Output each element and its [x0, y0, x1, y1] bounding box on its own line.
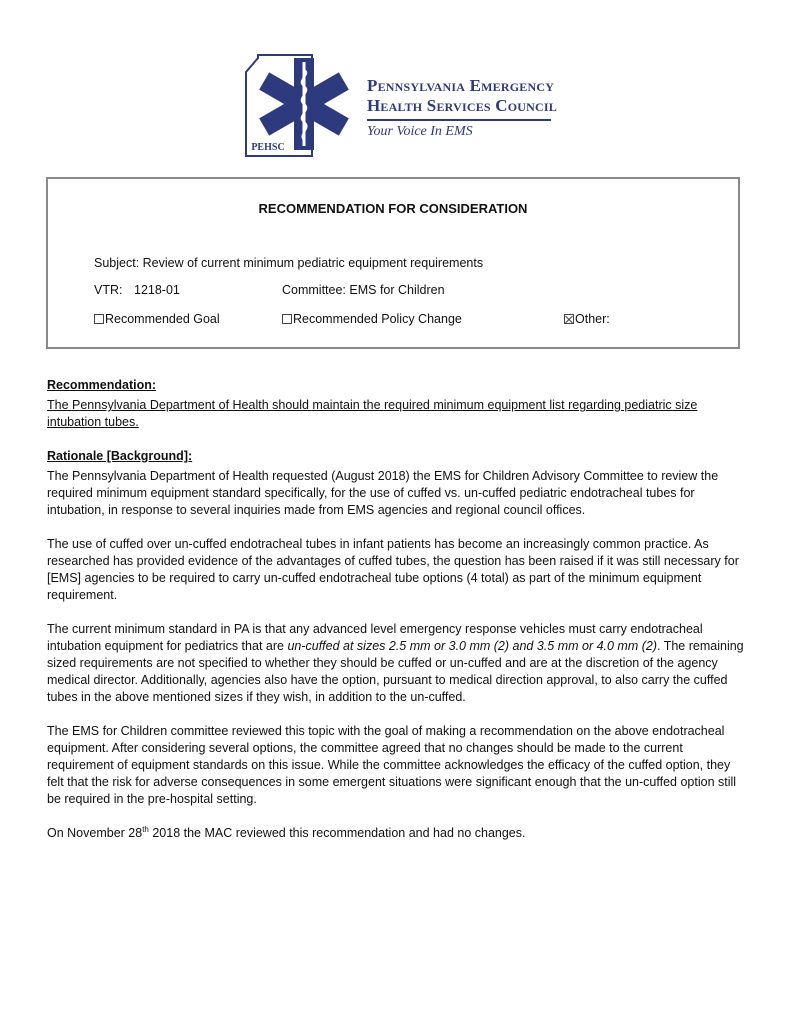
text-span: On November 28 — [47, 826, 143, 840]
logo-org-name-line1: Pennsylvania Emergency — [367, 76, 555, 95]
committee-label: Committee: — [282, 283, 346, 297]
vtr-label: VTR: — [94, 283, 123, 297]
logo-divider — [367, 119, 551, 121]
checkbox-recommended-goal[interactable] — [94, 312, 220, 326]
vtr-value: 1218-01 — [134, 283, 180, 297]
checkbox-label: Recommended Goal — [105, 312, 220, 326]
recommendation-form-box — [46, 177, 740, 349]
logo-tagline: Your Voice In EMS — [367, 124, 473, 139]
committee-value: EMS for Children — [349, 283, 445, 297]
italic-size-spec: un-cuffed at sizes 2.5 mm or 3.0 mm (2) and 3.5 mm or 4.0 mm (2) — [287, 639, 657, 653]
checkbox-label: Recommended Policy Change — [293, 312, 462, 326]
logo-org-name-line2: Health Services Council — [367, 96, 557, 115]
subject-row — [94, 256, 483, 270]
text-span: . The remaining sized requirements are not specified to whether they should be cuffed or un-cuffed and are at the discretion of the agency medical director. Additionally, agencies also have the option, pursuant to medical direction approval, to also carry the cuffed tubes in the above mentioned sizes if they wish, in addition to the un-cuffed. — [47, 639, 744, 704]
mac-review-note — [47, 825, 747, 842]
vtr-committee-row — [94, 283, 445, 297]
recommendation-heading: Recommendation: — [47, 378, 157, 392]
text-span: The current minimum standard in PA is that any advanced level emergency response vehicles must carry endotracheal intubation equipment for pediatrics that are — [47, 622, 703, 653]
document-body — [47, 377, 747, 859]
checkbox-label: Other: — [575, 312, 610, 326]
recommendation-text: The Pennsylvania Department of Health should maintain the required minimum equipment list regarding pediatric size intubation tubes. — [47, 398, 698, 429]
checkbox-unchecked-icon[interactable] — [282, 314, 292, 324]
rationale-paragraph: The Pennsylvania Department of Health requested (August 2018) the EMS for Children Advisory Committee to review the required minimum equipment standard specifically, for the use of cuffed vs. un-cuffed pediatric endotracheal tubes for intubation, in response to several inquiries made from EMS agencies and regional council offices. — [47, 469, 719, 517]
pehsc-logo — [242, 52, 567, 158]
text-span: 2018 the MAC reviewed this recommendation and had no changes. — [148, 826, 526, 840]
subject-value: Review of current minimum pediatric equipment requirements — [142, 256, 484, 270]
checkbox-other[interactable] — [564, 312, 610, 326]
logo-wordmark — [367, 76, 567, 140]
form-title: RECOMMENDATION FOR CONSIDERATION — [258, 201, 528, 216]
checkbox-unchecked-icon[interactable] — [94, 314, 104, 324]
checkbox-checked-icon[interactable] — [564, 314, 574, 324]
rationale-paragraph: The use of cuffed over un-cuffed endotracheal tubes in infant patients has become an increasingly common practice. As researched has provided evidence of the advantages of cuffed tubes, the question has been raised if it was still necessary for [EMS] agencies to be required to carry un-cuffed endotracheal tube options (4 total) as part of the minimum equipment requirement. — [47, 537, 739, 602]
rationale-paragraph — [47, 621, 747, 706]
ordinal-superscript: th — [142, 824, 149, 834]
svg-text:PEHSC: PEHSC — [251, 142, 285, 153]
rationale-heading: Rationale [Background]: — [47, 449, 193, 463]
checkbox-recommended-policy-change[interactable] — [282, 312, 462, 326]
rationale-paragraph: The EMS for Children committee reviewed this topic with the goal of making a recommendation on the above endotracheal equipment. After considering several options, the committee agreed that no changes should be made to the current requirement of equipment standards on this issue. While the committee acknowledges the efficacy of the cuffed option, they felt that the risk for adverse consequences in some emergent situations were significant enough that the un-cuffed option still be required in the pre-hospital setting. — [47, 724, 737, 806]
subject-label: Subject: — [94, 256, 140, 270]
star-of-life-icon — [242, 52, 360, 158]
